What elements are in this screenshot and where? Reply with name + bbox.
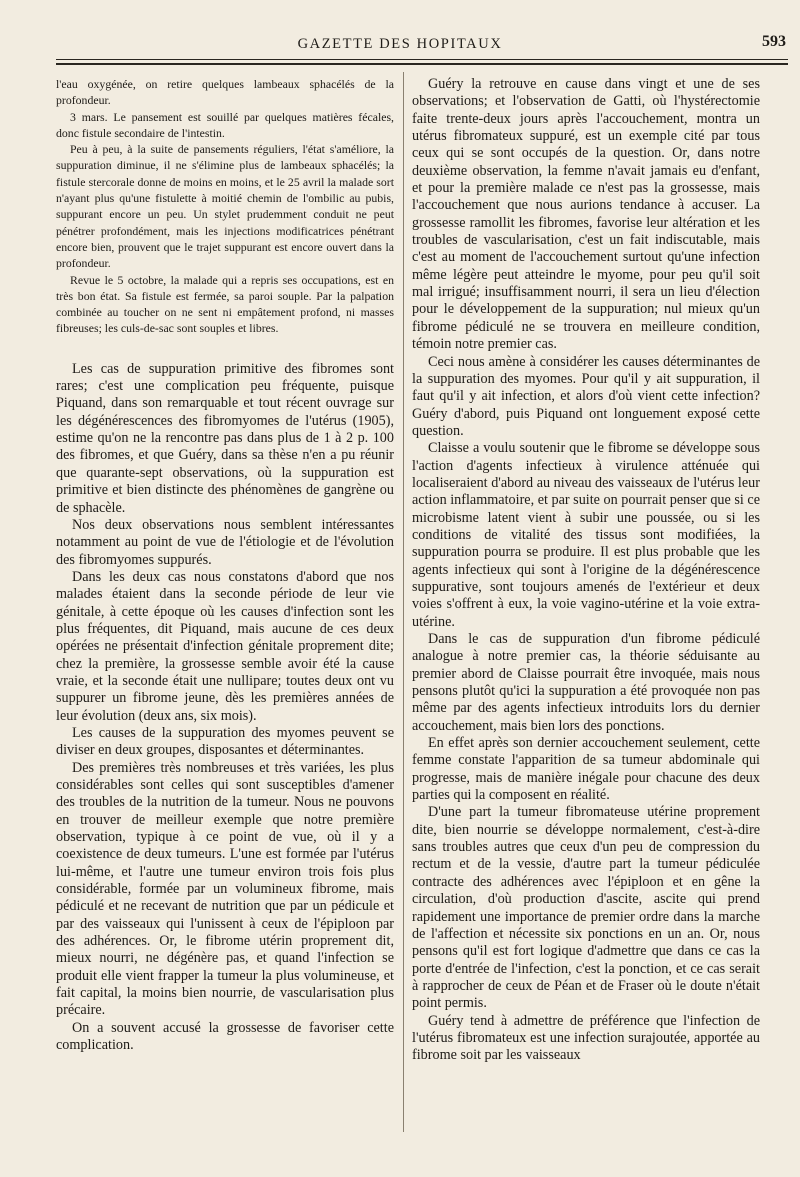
body-paragraph: Ceci nous amène à considérer les causes déterminantes de la suppuration des myomes. Pour qu'il y ait suppuration, il faut qu'il y ait infection, et alors d'où vient cette infection? Guéry d'abord, puis Piquand ont longuement exposé cette question. <box>412 353 760 439</box>
section-gap <box>56 337 394 361</box>
discussion-paragraph: Les causes de la suppuration des myomes peuvent se diviser en deux groupes, disposantes et déterminantes. <box>56 724 394 759</box>
left-column <box>56 76 394 1055</box>
body-paragraph: D'une part la tumeur fibromateuse utérine proprement dite, bien nourrie se développe normalement, c'est-à-dire sans troubles autres que ceux d'un peu de compression du rectum et de la vessie, d'autre part la tumeur pédiculée contracte des adhérences avec l'épiploon et en gêne la circulation, d'où production d'ascite, ascite qui prend rapidement une importance de premier ordre dans la marche de l'affection et nécessite six ponctions en un an. Or, nous pensons qu'il est fort logique d'admettre que dans ce cas la porte d'entrée de l'infection, c'est la ponction, et ce cas serait à rapprocher de ceux de Péan et de Fraser où le doute n'était point permis. <box>412 804 760 1012</box>
page-header <box>0 0 800 62</box>
discussion-paragraph: On a souvent accusé la grossesse de favoriser cette complication. <box>56 1019 394 1054</box>
body-paragraph: Guéry tend à admettre de préférence que l'infection de l'utérus fibromateux est une infection surajoutée, apportée au fibrome soit par les vaisseaux <box>412 1012 760 1064</box>
case-report-continuation <box>56 76 394 337</box>
page-number: 593 <box>762 33 786 50</box>
body-paragraph: Claisse a voulu soutenir que le fibrome se développe sous l'action d'agents infectieux à virulence atténuée qui localiseraient d'abord au niveau des vaisseaux de l'utérus leur action inflammatoire, et par suite on pourrait penser que si ce microbisme latent vient à subir une poussée, ou si les conditions de vitalité des tissus sont modifiées, la suppuration pourra se produire. Il est plus probable que les agents infectieux qui sont à l'origine de la dégénérescence suppurative, sont toujours amenés de l'extérieur et deux voies s'offrent à eux, la voie vagino-utérine et la voie extra-utérine. <box>412 440 760 630</box>
discussion-paragraph: Les cas de suppuration primitive des fibromes sont rares; c'est une complication peu fréquente, puisque Piquand, dans son remarquable et tout récent ouvrage sur les dégénérescences des fibromyomes de l'utérus (1905), estime qu'on ne la rencontre pas dans plus de 1 à 2 p. 100 des fibromes, et que Guéry, dans sa thèse n'en a pu réunir que quarante-sept observations, où la suppuration est primitive et bien distincte des phénomènes de gangrène ou de sphacèle. <box>56 360 394 516</box>
discussion-paragraph: Des premières très nombreuses et très variées, les plus considérables sont celles qui sont susceptibles d'amener des troubles de la nutrition de la tumeur. Nous ne pouvons en trouver de meilleur exemple que notre première observation, typique à ce point de vue, où il y a coexistence de deux tumeurs. L'une est formée par l'utérus lui-même, et l'autre une tumeur environ trois fois plus considérable, formée par un volumineux fibrome, mais pédiculé et ne recevant de nutrition que par un pédicule et par des vaisseaux qui l'unissent à ceux de l'épiploon par des adhérences. Or, le fibrome utérin proprement dit, mieux nourri, ne dégénère pas, et quand l'infection se produit elle vient frapper la tumeur la plus volumineuse, et fait capital, la moins bien nourrie, de vascularisation plus précaire. <box>56 759 394 1019</box>
case-paragraph: Revue le 5 octobre, la malade qui a repris ses occupations, est en très bon état. Sa fistule est fermée, sa paroi souple. Par la palpation combinée au toucher on ne sent ni empâtement profond, ni masses fibreuses; les culs-de-sac sont souples et libres. <box>56 272 394 336</box>
body-paragraph: En effet après son dernier accouchement seulement, cette femme constate l'apparition de sa tumeur abdominale qui progresse, mais de manière inégale pour chacune des deux parties qui la composent en réalité. <box>412 735 760 804</box>
body-paragraph: Dans le cas de suppuration d'un fibrome pédiculé analogue à notre premier cas, la théorie séduisante au premier abord de Claisse pourrait être invoquée, mais nous pensons plutôt qu'ici la suppuration a été provoquée non pas même par des agents infectieux introduits lors du dernier accouchement, mais bien lors des ponctions. <box>412 631 760 734</box>
case-paragraph: 3 mars. Le pansement est souillé par quelques matières fécales, donc fistule secondaire de l'intestin. <box>56 109 394 140</box>
discussion-paragraph: Nos deux observations nous semblent intéressantes notamment au point de vue de l'étiologie et de l'évolution des fibromyomes suppurés. <box>56 516 394 568</box>
right-column <box>412 76 760 1065</box>
case-paragraph: Peu à peu, à la suite de pansements réguliers, l'état s'améliore, la suppuration diminue, il ne s'élimine plus de lambeaux sphacélés; la fistule stercorale donne de moins en moins, et le 25 avril la malade sort n'ayant plus qu'une fistulette à moitié chemin de l'ombilic au pubis, suppurant encore un peu. Un stylet prudemment conduit ne peut pénétrer profondément, mais les injections modificatrices pénétrant encore bien, prouvent que le trajet suppurant est encore ouvert dans la profondeur. <box>56 142 394 271</box>
header-rule-thick <box>56 63 788 65</box>
body-paragraph: Guéry la retrouve en cause dans vingt et une de ses observations; et l'observation de Gatti, où l'hystérectomie faite trente-deux jours après l'accouchement, montra un utérus fibromateux suppuré, est un exemple cité par tous ceux qui se sont occupés de la question. Or, dans notre deuxième observation, la femme n'avait jamais eu d'enfant, et pour la première malade ce n'est pas la grossesse, mais l'accouchement que nous aurions tendance à accuser. La grossesse ramollit les fibromes, favorise leur altération et les troubles de vascularisation, c'est un fait indiscutable, mais c'est au moment de l'accouchement surtout qu'une infection même légère peut atteindre le myome, pour peu qu'il soit mal irrigué; insuffisamment nourri, il sera un lieu d'élection pour le développement de la suppuration; nul mieux qu'un fibrome pédiculé ne se trouvera en meilleure condition, témoin notre premier cas. <box>412 76 760 353</box>
case-paragraph: l'eau oxygénée, on retire quelques lambeaux sphacélés de la profondeur. <box>56 77 394 108</box>
discussion-section <box>56 361 394 1055</box>
header-rule-thin <box>56 59 788 60</box>
running-title: GAZETTE DES HOPITAUX <box>297 36 503 52</box>
column-divider <box>403 72 404 1132</box>
discussion-paragraph: Dans les deux cas nous constatons d'abord que nos malades étaient dans la seconde période de leur vie génitale, à cette époque où les causes d'infection sont les plus fréquentes, dit Piquand, mais aucune de ces deux opérées ne présentait d'infection génitale proprement dite; chez la première, la grossesse semble avoir été la cause vraie, et la seconde était une nullipare; toutes deux ont vu suppurer un fibrome jeune, dès les premières années de leur évolution (deux ans, six mois). <box>56 568 394 724</box>
